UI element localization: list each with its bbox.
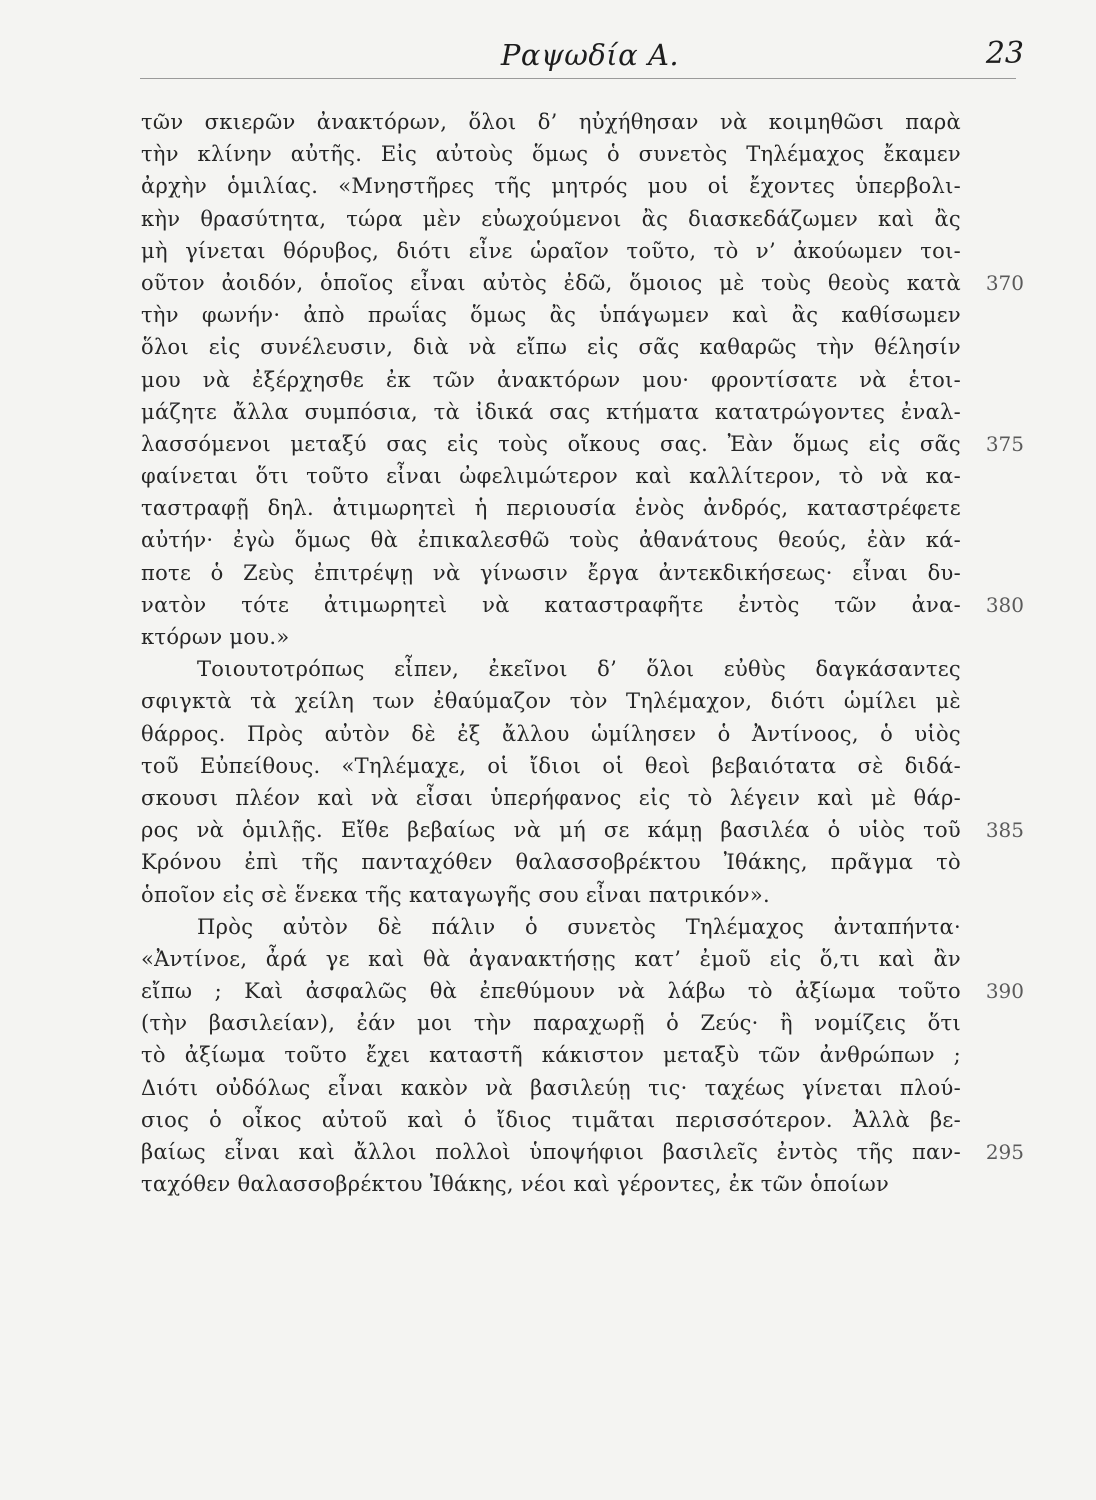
text-line: σκουσι πλέον καὶ νὰ εἶσαι ὑπερήφανος εἰς τὸ λέγειν καὶ μὲ θάρ-: [141, 785, 961, 810]
text-line: αὐτήν· ἐγὼ ὅμως θὰ ἐπικαλεσθῶ τοὺς ἀθανάτους θεούς, ἐὰν κά-: [141, 528, 961, 553]
header-rule: [140, 78, 1016, 79]
line-number: 370: [985, 271, 1024, 295]
text-line: σφιγκτὰ τὰ χείλη των ἐθαύμαζον τὸν Τηλέμαχον, διότι ὡμίλει μὲ: [141, 689, 961, 714]
text-line: οῦτον ἀοιδόν, ὁποῖος εἶναι αὐτὸς ἐδῶ, ὅμοιος μὲ τοὺς θεοὺς κατὰ: [141, 270, 961, 295]
text-line: (τὴν βασιλείαν), ἐάν μοι τὴν παραχωρῇ ὁ Ζεύς· ἢ νομίζεις ὅτι: [141, 1011, 961, 1036]
text-line: Πρὸς αὐτὸν δὲ πάλιν ὁ συνετὸς Τηλέμαχος ἀνταπήντα·: [197, 914, 961, 939]
text-line: νατὸν τότε ἀτιμωρητεὶ νὰ καταστραφῆτε ἐντὸς τῶν ἀνα-: [141, 592, 961, 617]
text-line: μὴ γίνεται θόρυβος, διότι εἶνε ὡραῖον τοῦτο, τὸ ν’ ἀκούωμεν τοι-: [141, 238, 961, 263]
text-line: Τοιουτοτρόπως εἶπεν, ἐκεῖνοι δ’ ὅλοι εὐθὺς δαγκάσαντες: [197, 657, 961, 682]
text-line: ὅλοι εἰς συνέλευσιν, διὰ νὰ εἴπω εἰς σᾶς καθαρῶς τὴν θέλησίν: [141, 335, 961, 360]
text-line: κὴν θρασύτητα, τώρα μὲν εὐωχούμενοι ἂς διασκεδάζωμεν καὶ ἂς: [141, 206, 961, 231]
text-line: Διότι οὐδόλως εἶναι κακὸν νὰ βασιλεύῃ τις· ταχέως γίνεται πλού-: [141, 1075, 961, 1100]
running-title: Ραψωδία Α.: [500, 38, 680, 72]
text-line: «Ἀντίνοε, ἆρά γε καὶ θὰ ἀγανακτήσῃς κατ’ ἐμοῦ εἰς ὅ,τι καὶ ἂν: [141, 946, 961, 971]
line-number: 375: [985, 432, 1024, 456]
text-line: τοῦ Εὐπείθους. «Τηλέμαχε, οἱ ἴδιοι οἱ θεοὶ βεβαιότατα σὲ διδά-: [141, 753, 961, 778]
text-line: ποτε ὁ Ζεὺς ἐπιτρέψῃ νὰ γίνωσιν ἔργα ἀντεκδικήσεως· εἶναι δυ-: [141, 560, 961, 585]
line-number: 380: [985, 593, 1024, 617]
text-line: τὴν κλίνην αὐτῆς. Εἰς αὐτοὺς ὅμως ὁ συνετὸς Τηλέμαχος ἔκαμεν: [141, 142, 961, 167]
text-line: εἴπω ; Καὶ ἀσφαλῶς θὰ ἐπεθύμουν νὰ λάβω τὸ ἀξίωμα τοῦτο: [141, 979, 961, 1004]
text-line: τὸ ἀξίωμα τοῦτο ἔχει καταστῆ κάκιστον μεταξὺ τῶν ἀνθρώπων ;: [141, 1043, 961, 1068]
text-line: μάζητε ἄλλα συμπόσια, τὰ ἰδικά σας κτήματα κατατρώγοντες ἐναλ-: [141, 399, 961, 424]
text-line: τὴν φωνήν· ἀπὸ πρωΐας ὅμως ἂς ὑπάγωμεν καὶ ἂς καθίσωμεν: [141, 303, 961, 328]
text-line: ὁποῖον εἰς σὲ ἕνεκα τῆς καταγωγῆς σου εἶναι πατρικόν».: [141, 882, 770, 907]
text-line: Κρόνου ἐπὶ τῆς πανταχόθεν θαλασσοβρέκτου Ἰθάκης, πρᾶγμα τὸ: [141, 850, 961, 875]
text-line: ταστραφῇ δηλ. ἀτιμωρητεὶ ἡ περιουσία ἑνὸς ἀνδρός, καταστρέφετε: [141, 496, 961, 521]
text-line: ἀρχὴν ὁμιλίας. «Μνηστῆρες τῆς μητρός μου οἱ ἔχοντες ὑπερβολι-: [141, 174, 961, 199]
line-number: 295: [985, 1140, 1024, 1164]
text-line: σιος ὁ οἶκος αὐτοῦ καὶ ὁ ἴδιος τιμᾶται περισσότερον. Ἀλλὰ βε-: [141, 1107, 961, 1132]
text-line: ρος νὰ ὁμιλῇς. Εἴθε βεβαίως νὰ μή σε κάμῃ βασιλέα ὁ υἱὸς τοῦ: [141, 818, 961, 843]
main-text: [141, 106, 961, 1200]
text-line: ταχόθεν θαλασσοβρέκτου Ἰθάκης, νέοι καὶ γέροντες, ἐκ τῶν ὁποίων: [141, 1172, 890, 1197]
line-number: 385: [985, 818, 1024, 842]
page-number: 23: [985, 36, 1024, 71]
text-line: θάρρος. Πρὸς αὐτὸν δὲ ἐξ ἄλλου ὡμίλησεν ὁ Ἀντίνοος, ὁ υἱὸς: [141, 721, 961, 746]
line-number-margin: [966, 106, 1024, 1446]
text-line: βαίως εἶναι καὶ ἄλλοι πολλοὶ ὑποψήφιοι βασιλεῖς ἐντὸς τῆς παν-: [141, 1140, 961, 1164]
text-line: φαίνεται ὅτι τοῦτο εἶναι ὠφελιμώτερον καὶ καλλίτερον, τὸ νὰ κα-: [141, 464, 961, 489]
text-line: τῶν σκιερῶν ἀνακτόρων, ὅλοι δ’ ηὐχήθησαν νὰ κοιμηθῶσι παρὰ: [141, 110, 961, 134]
line-number: 390: [985, 979, 1024, 1003]
text-line: μου νὰ ἐξέρχησθε ἐκ τῶν ἀνακτόρων μου· φροντίσατε νὰ ἑτοι-: [141, 367, 961, 392]
text-line: κτόρων μου.»: [141, 625, 290, 649]
text-line: λασσόμενοι μεταξύ σας εἰς τοὺς οἴκους σας. Ἐὰν ὅμως εἰς σᾶς: [141, 431, 961, 456]
